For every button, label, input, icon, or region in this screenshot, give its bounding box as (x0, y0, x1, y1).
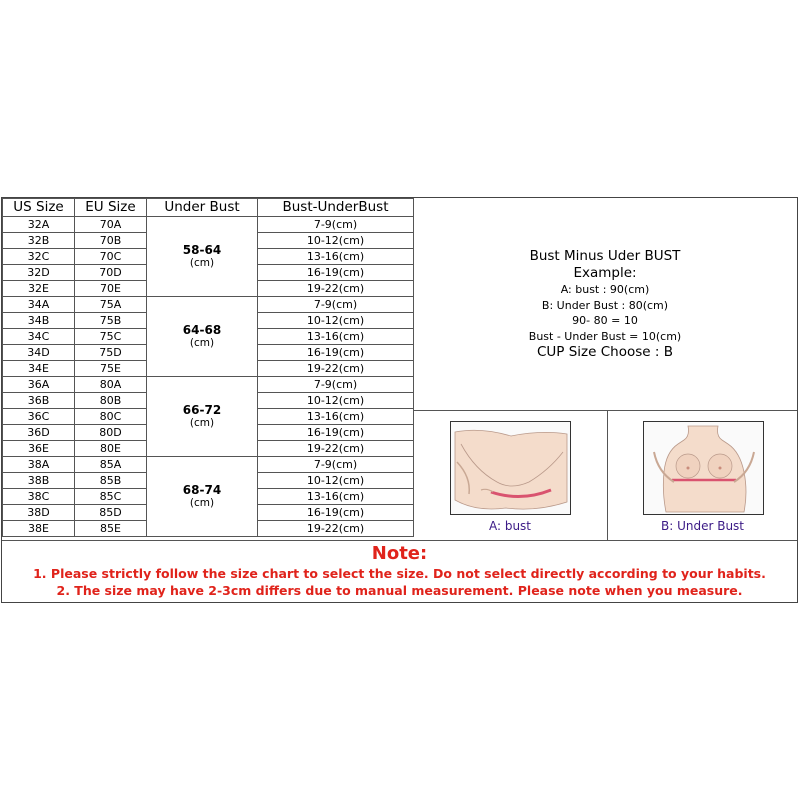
under-bust-cell (147, 377, 258, 457)
us-size-cell: 38C (3, 489, 75, 505)
size-chart (1, 197, 798, 603)
table-row (3, 217, 414, 233)
under-bust-range: 66-72 (182, 402, 222, 417)
figure-bust-measure (413, 411, 608, 540)
table-row (3, 457, 414, 473)
header-bust-minus-underbust: Bust-UnderBust (258, 199, 414, 217)
bust-difference-cell: 16-19(cm) (258, 265, 414, 281)
bust-difference-cell: 13-16(cm) (258, 409, 414, 425)
under-bust-cell (147, 217, 258, 297)
bust-difference-cell: 16-19(cm) (258, 505, 414, 521)
us-size-cell: 34D (3, 345, 75, 361)
us-size-cell: 36B (3, 393, 75, 409)
bust-difference-cell: 10-12(cm) (258, 393, 414, 409)
bust-difference-cell: 10-12(cm) (258, 473, 414, 489)
eu-size-cell: 85D (75, 505, 147, 521)
size-table (2, 198, 414, 537)
under-bust-cell (147, 297, 258, 377)
bust-difference-cell: 10-12(cm) (258, 233, 414, 249)
example-line-result-calc: Bust - Under Bust = 10(cm) (528, 329, 682, 343)
us-size-cell: 34B (3, 313, 75, 329)
eu-size-cell: 75D (75, 345, 147, 361)
eu-size-cell: 80D (75, 425, 147, 441)
table-row (3, 297, 414, 313)
us-size-cell: 32E (3, 281, 75, 297)
us-size-cell: 34A (3, 297, 75, 313)
us-size-cell: 32D (3, 265, 75, 281)
under-bust-unit: (cm) (189, 336, 215, 349)
us-size-cell: 34C (3, 329, 75, 345)
under-bust-range: 58-64 (182, 242, 222, 257)
under-bust-cell (147, 457, 258, 537)
header-under-bust: Under Bust (147, 199, 258, 217)
table-header-row (3, 199, 414, 217)
notes-section (2, 540, 797, 603)
eu-size-cell: 75B (75, 313, 147, 329)
eu-size-cell: 70E (75, 281, 147, 297)
size-table-body (3, 217, 414, 537)
us-size-cell: 38E (3, 521, 75, 537)
bust-difference-cell: 7-9(cm) (258, 457, 414, 473)
us-size-cell: 36E (3, 441, 75, 457)
under-bust-illustration-icon (644, 422, 763, 514)
note-title: Note: (371, 543, 428, 564)
eu-size-cell: 70D (75, 265, 147, 281)
under-bust-unit: (cm) (189, 416, 215, 429)
us-size-cell: 36C (3, 409, 75, 425)
us-size-cell: 34E (3, 361, 75, 377)
figure-under-bust-measure (608, 411, 797, 540)
bust-measure-image (450, 421, 571, 515)
example-box (413, 198, 797, 411)
eu-size-cell: 85E (75, 521, 147, 537)
bust-difference-cell: 19-22(cm) (258, 281, 414, 297)
table-row (3, 377, 414, 393)
example-line-calc: 90- 80 = 10 (572, 314, 638, 327)
note-line-2: 2. The size may have 2-3cm differs due to manual measurement. Please note when you measure. (56, 583, 743, 598)
bust-difference-cell: 7-9(cm) (258, 297, 414, 313)
eu-size-cell: 75A (75, 297, 147, 313)
us-size-cell: 38A (3, 457, 75, 473)
bust-difference-cell: 13-16(cm) (258, 249, 414, 265)
bust-difference-cell: 13-16(cm) (258, 329, 414, 345)
caption-under-bust: B: Under Bust (660, 519, 745, 533)
eu-size-cell: 80E (75, 441, 147, 457)
bust-illustration-icon (451, 422, 570, 514)
us-size-cell: 36D (3, 425, 75, 441)
us-size-cell: 38D (3, 505, 75, 521)
bust-difference-cell: 7-9(cm) (258, 217, 414, 233)
bust-difference-cell: 10-12(cm) (258, 313, 414, 329)
bust-difference-cell: 7-9(cm) (258, 377, 414, 393)
header-eu-size: EU Size (75, 199, 147, 217)
us-size-cell: 36A (3, 377, 75, 393)
eu-size-cell: 85C (75, 489, 147, 505)
us-size-cell: 32C (3, 249, 75, 265)
eu-size-cell: 85A (75, 457, 147, 473)
under-bust-range: 68-74 (182, 482, 222, 497)
example-cup-result: CUP Size Choose : B (537, 344, 673, 360)
eu-size-cell: 85B (75, 473, 147, 489)
bust-difference-cell: 13-16(cm) (258, 489, 414, 505)
eu-size-cell: 70A (75, 217, 147, 233)
under-bust-range: 64-68 (182, 322, 222, 337)
example-line-under-bust: B: Under Bust : 80(cm) (541, 298, 669, 312)
header-us-size: US Size (3, 199, 75, 217)
example-line-bust: A: bust : 90(cm) (560, 283, 650, 296)
caption-bust: A: bust (488, 519, 532, 533)
note-line-1: 1. Please strictly follow the size chart to select the size. Do not select directly according to your habits. (33, 566, 766, 581)
eu-size-cell: 70C (75, 249, 147, 265)
us-size-cell: 38B (3, 473, 75, 489)
example-title: Bust Minus Uder BUST (529, 248, 681, 264)
eu-size-cell: 80A (75, 377, 147, 393)
under-bust-unit: (cm) (189, 496, 215, 509)
bust-difference-cell: 19-22(cm) (258, 521, 414, 537)
under-bust-unit: (cm) (189, 256, 215, 269)
under-bust-measure-image (643, 421, 764, 515)
us-size-cell: 32A (3, 217, 75, 233)
example-subtitle: Example: (573, 265, 637, 281)
bust-difference-cell: 19-22(cm) (258, 361, 414, 377)
bust-difference-cell: 16-19(cm) (258, 425, 414, 441)
eu-size-cell: 75C (75, 329, 147, 345)
eu-size-cell: 80C (75, 409, 147, 425)
bust-difference-cell: 19-22(cm) (258, 441, 414, 457)
eu-size-cell: 70B (75, 233, 147, 249)
bust-difference-cell: 16-19(cm) (258, 345, 414, 361)
eu-size-cell: 75E (75, 361, 147, 377)
eu-size-cell: 80B (75, 393, 147, 409)
us-size-cell: 32B (3, 233, 75, 249)
